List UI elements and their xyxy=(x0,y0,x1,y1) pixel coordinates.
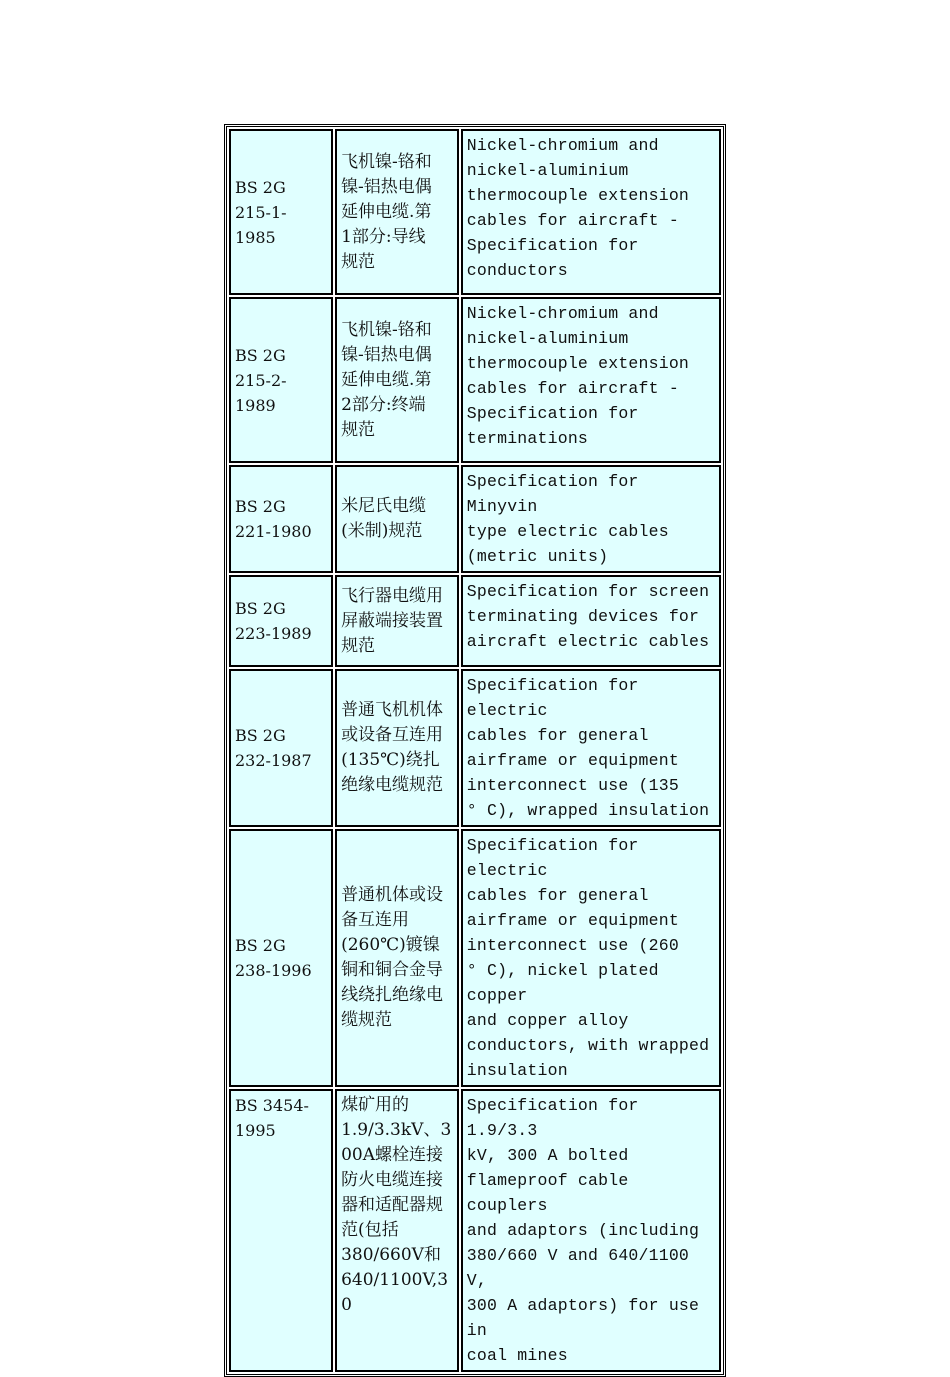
table-row xyxy=(229,575,721,667)
table-row xyxy=(229,465,721,573)
english-title-cell xyxy=(461,669,721,827)
table-row xyxy=(229,129,721,295)
chinese-title: 飞行器电缆用 屏蔽端接装置 规范 xyxy=(341,585,444,656)
english-title: Specification for 1.9/3.3 kV, 300 A bolted flameproof cable couplers and adaptors (including 380/660 V and 640/1100 V, 300 A adaptors) for use in coal mines xyxy=(466,1096,700,1365)
chinese-title: 米尼氏电缆 (米制)规范 xyxy=(341,496,427,541)
table-row xyxy=(229,669,721,827)
table-row xyxy=(229,1089,721,1372)
chinese-title-cell xyxy=(335,465,459,573)
table-row xyxy=(229,829,721,1087)
standard-code: BS 2G 232-1987 xyxy=(235,726,312,770)
chinese-title-cell xyxy=(335,297,459,463)
standards-table xyxy=(224,124,726,1377)
standard-code-cell xyxy=(229,465,333,573)
standard-code: BS 2G 215-1- 1985 xyxy=(235,177,287,247)
chinese-title-cell xyxy=(335,129,459,295)
english-title: Nickel-chromium and nickel-aluminium thermocouple extension cables for aircraft - Specification for terminations xyxy=(466,304,690,448)
chinese-title: 普通机体或设 备互连用 (260℃)镀镍 铜和铜合金导 线绕扎绝缘电 缆规范 xyxy=(341,885,444,1030)
standard-code: BS 2G 238-1996 xyxy=(235,936,312,980)
standard-code: BS 2G 223-1989 xyxy=(235,599,312,643)
chinese-title-cell xyxy=(335,1089,459,1372)
english-title-cell xyxy=(461,829,721,1087)
english-title-cell xyxy=(461,575,721,667)
english-title: Specification for electric cables for general airframe or equipment interconnect use (260 ° C), nickel plated copper and copper alloy conductors, with wrapped insulation xyxy=(466,836,710,1080)
english-title: Specification for screen terminating devices for aircraft electric cables xyxy=(466,582,710,651)
standard-code: BS 3454- 1995 xyxy=(235,1096,309,1140)
standard-code-cell xyxy=(229,829,333,1087)
chinese-title-cell xyxy=(335,829,459,1087)
chinese-title: 煤矿用的 1.9/3.3kV、3 00A螺栓连接 防火电缆连接 器和适配器规 范(包括 380/660V和 640/1100V,30 xyxy=(341,1095,452,1315)
standard-code-cell xyxy=(229,1089,333,1372)
chinese-title-cell xyxy=(335,575,459,667)
chinese-title: 飞机镍-铬和 镍-铝热电偶 延伸电缆.第 1部分:导线 规范 xyxy=(341,151,432,272)
standard-code: BS 2G 215-2- 1989 xyxy=(235,345,287,415)
english-title-cell xyxy=(461,1089,721,1372)
english-title: Specification for electric cables for general airframe or equipment interconnect use (135 ° C), wrapped insulation xyxy=(466,676,710,820)
english-title: Specification for Minyvin type electric cables (metric units) xyxy=(466,472,669,566)
standard-code-cell xyxy=(229,129,333,295)
standard-code: BS 2G 221-1980 xyxy=(235,497,312,541)
standard-code-cell xyxy=(229,669,333,827)
table-row xyxy=(229,297,721,463)
standard-code-cell xyxy=(229,575,333,667)
english-title-cell xyxy=(461,129,721,295)
standards-table-body xyxy=(229,129,721,1372)
chinese-title: 飞机镍-铬和 镍-铝热电偶 延伸电缆.第 2部分:终端 规范 xyxy=(341,319,432,440)
chinese-title: 普通飞机机体 或设备互连用 (135℃)绕扎 绝缘电缆规范 xyxy=(341,700,444,795)
english-title-cell xyxy=(461,465,721,573)
standard-code-cell xyxy=(229,297,333,463)
english-title-cell xyxy=(461,297,721,463)
english-title: Nickel-chromium and nickel-aluminium thermocouple extension cables for aircraft - Specification for conductors xyxy=(466,136,690,280)
chinese-title-cell xyxy=(335,669,459,827)
